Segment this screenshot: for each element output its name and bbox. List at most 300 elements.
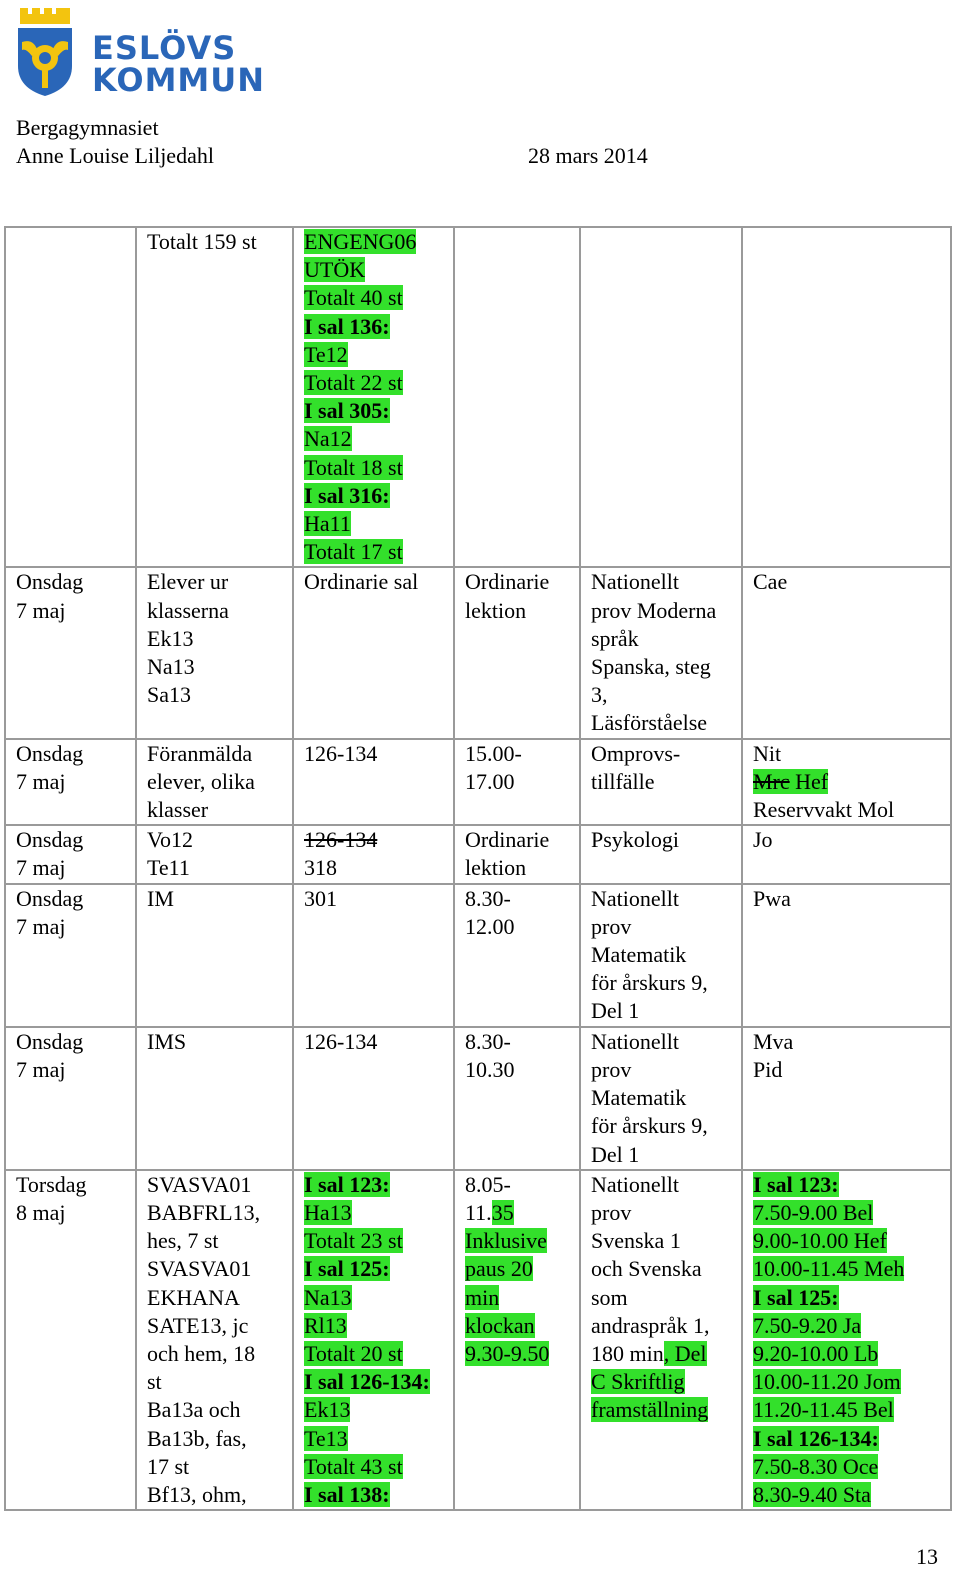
- cell-line: [147, 796, 292, 824]
- cell-line: [591, 653, 741, 681]
- cell-room: [293, 567, 454, 738]
- cell-text: Reservvakt Mol: [753, 797, 895, 823]
- schedule-row: [5, 739, 951, 826]
- cell-text: 126-134: [304, 740, 378, 766]
- cell-class: [136, 567, 293, 738]
- cell-line: [465, 913, 579, 941]
- cell-line: [591, 1056, 741, 1084]
- highlighted-text: Totalt 40 st: [304, 285, 403, 311]
- cell-room: [293, 739, 454, 826]
- cell-room: [293, 884, 454, 1027]
- cell-invigilator: [742, 825, 951, 883]
- highlighted-text: , Del: [663, 1340, 707, 1366]
- highlighted-text: I sal 138:: [304, 1481, 390, 1507]
- cell-room: [293, 1027, 454, 1170]
- cell-text: 7 maj: [16, 1056, 66, 1082]
- cell-text: Jo: [753, 827, 773, 853]
- cell-text: SVASVA01: [147, 1256, 252, 1282]
- school-name: Bergagymnasiet: [16, 115, 159, 140]
- cell-text: Ek13: [147, 625, 194, 651]
- cell-line: [147, 568, 292, 596]
- cell-line: [304, 284, 453, 312]
- highlighted-text: UTÖK: [304, 257, 366, 283]
- cell-line: [591, 625, 741, 653]
- cell-text: Ordinarie sal: [304, 569, 419, 595]
- cell-text: Sa13: [147, 682, 191, 708]
- cell-text: språk: [591, 625, 639, 651]
- cell-text: Del 1: [591, 1141, 640, 1167]
- cell-class: [136, 825, 293, 883]
- highlighted-text: I sal 305:: [304, 398, 390, 424]
- highlighted-text: Na12: [304, 426, 352, 452]
- exam-schedule-table: [4, 226, 952, 1511]
- cell-line: [591, 1255, 741, 1283]
- highlighted-text: Totalt 23 st: [304, 1228, 403, 1254]
- highlighted-text: Rl13: [304, 1312, 347, 1338]
- cell-line: [147, 1340, 292, 1368]
- cell-line: [147, 1199, 292, 1227]
- cell-text: 17 st: [147, 1453, 190, 1479]
- cell-line: [591, 740, 741, 768]
- cell-line: [753, 1028, 950, 1056]
- cell-text: hes, 7 st: [147, 1228, 219, 1254]
- cell-text: prov: [591, 913, 632, 939]
- cell-class: [136, 739, 293, 826]
- highlighted-text: C Skriftlig: [591, 1369, 685, 1395]
- cell-line: [304, 1171, 453, 1199]
- cell-class: [136, 1170, 293, 1510]
- cell-line: [147, 768, 292, 796]
- cell-text: Nationellt: [591, 885, 679, 911]
- highlighted-text: 9.30-9.50: [465, 1340, 550, 1366]
- cell-line: [304, 740, 453, 768]
- cell-text: prov: [591, 1056, 632, 1082]
- highlighted-text: 35: [491, 1199, 514, 1225]
- cell-text: för årskurs 9,: [591, 970, 708, 996]
- highlighted-text: Totalt 20 st: [304, 1340, 403, 1366]
- cell-class: [136, 227, 293, 567]
- cell-line: [147, 681, 292, 709]
- highlighted-text: Ha13: [304, 1199, 352, 1225]
- cell-line: [304, 341, 453, 369]
- cell-line: [304, 228, 453, 256]
- cell-line: [465, 597, 579, 625]
- cell-text: 301: [304, 885, 337, 911]
- cell-line: [753, 1368, 950, 1396]
- cell-line: [753, 768, 950, 796]
- cell-invigilator: [742, 1027, 951, 1170]
- logo-text-line-2: KOMMUN: [92, 61, 266, 99]
- cell-line: [591, 1028, 741, 1056]
- cell-text: BABFRL13,: [147, 1199, 261, 1225]
- cell-line: [753, 1340, 950, 1368]
- cell-subject: [580, 1170, 742, 1510]
- cell-line: [147, 1453, 292, 1481]
- cell-line: [591, 1340, 741, 1368]
- highlighted-text: klockan: [465, 1312, 535, 1338]
- cell-line: [465, 768, 579, 796]
- author-name: Anne Louise Liljedahl: [16, 143, 214, 168]
- cell-line: [591, 1284, 741, 1312]
- cell-line: [147, 1425, 292, 1453]
- cell-line: [147, 885, 292, 913]
- coat-of-arms-icon: [14, 8, 76, 98]
- cell-line: [304, 369, 453, 397]
- cell-text: Bf13, ohm,: [147, 1481, 247, 1507]
- cell-text: andraspråk 1,: [591, 1312, 710, 1338]
- cell-line: [591, 885, 741, 913]
- highlighted-text: I sal 126-134:: [753, 1425, 879, 1451]
- cell-class: [136, 884, 293, 1027]
- cell-line: [465, 1199, 579, 1227]
- cell-line: [591, 913, 741, 941]
- document-date: 28 mars 2014: [528, 143, 648, 168]
- cell-text: Spanska, steg: [591, 654, 711, 680]
- cell-text: 7 maj: [16, 768, 66, 794]
- highlighted-text: 7.50-9.00 Bel: [753, 1199, 874, 1225]
- cell-line: [304, 1227, 453, 1255]
- cell-line: [16, 885, 135, 913]
- cell-line: [304, 397, 453, 425]
- highlighted-text: Totalt 17 st: [304, 539, 403, 565]
- cell-line: [753, 1227, 950, 1255]
- cell-text: Ordinarie: [465, 827, 550, 853]
- cell-text: Nationellt: [591, 1171, 679, 1197]
- cell-text: Te11: [147, 855, 190, 881]
- page-number: 13: [916, 1544, 938, 1569]
- cell-line: [591, 709, 741, 737]
- schedule-row: [5, 884, 951, 1027]
- cell-line: [16, 768, 135, 796]
- highlighted-text: Te12: [304, 341, 348, 367]
- highlighted-text: 9.00-10.00 Hef: [753, 1228, 887, 1254]
- highlighted-text: I sal 125:: [304, 1256, 390, 1282]
- cell-text: och hem, 18: [147, 1340, 256, 1366]
- cell-text: Onsdag: [16, 827, 84, 853]
- struck-text: Mrc: [753, 768, 790, 794]
- cell-day: [5, 227, 136, 567]
- cell-time: [454, 825, 580, 883]
- cell-text: IMS: [147, 1028, 187, 1054]
- cell-room: [293, 1170, 454, 1510]
- cell-line: [16, 568, 135, 596]
- cell-text: Ba13b, fas,: [147, 1425, 247, 1451]
- cell-text: Omprovs-: [591, 740, 681, 766]
- cell-line: [16, 913, 135, 941]
- cell-line: [465, 826, 579, 854]
- cell-line: [465, 854, 579, 882]
- cell-text: Na13: [147, 654, 195, 680]
- cell-line: [304, 425, 453, 453]
- eslov-logo: [14, 8, 266, 103]
- cell-text: Cae: [753, 569, 788, 595]
- cell-text: Psykologi: [591, 827, 680, 853]
- cell-line: [304, 1481, 453, 1509]
- cell-text: Föranmälda: [147, 740, 253, 766]
- cell-text: 3,: [591, 682, 608, 708]
- cell-line: [16, 1199, 135, 1227]
- highlighted-text: I sal 136:: [304, 313, 390, 339]
- cell-line: [304, 1255, 453, 1283]
- cell-line: [304, 256, 453, 284]
- highlighted-text: Hef: [789, 768, 829, 794]
- cell-subject: [580, 825, 742, 883]
- cell-day: [5, 884, 136, 1027]
- cell-line: [591, 568, 741, 596]
- cell-line: [304, 1028, 453, 1056]
- cell-line: [147, 826, 292, 854]
- cell-subject: [580, 567, 742, 738]
- cell-text: Ba13a och: [147, 1397, 241, 1423]
- cell-text: prov Moderna: [591, 597, 717, 623]
- cell-line: [304, 454, 453, 482]
- schedule-row: [5, 1027, 951, 1170]
- cell-line: [147, 1255, 292, 1283]
- cell-line: [465, 885, 579, 913]
- cell-line: [591, 1199, 741, 1227]
- cell-line: [465, 1284, 579, 1312]
- cell-line: [465, 1312, 579, 1340]
- cell-text: SATE13, jc: [147, 1312, 249, 1338]
- cell-text: elever, olika: [147, 768, 255, 794]
- highlighted-text: I sal 126-134:: [304, 1369, 430, 1395]
- cell-line: [465, 1056, 579, 1084]
- cell-line: [591, 768, 741, 796]
- cell-day: [5, 1027, 136, 1170]
- cell-line: [753, 1453, 950, 1481]
- cell-line: [591, 1171, 741, 1199]
- cell-line: [147, 1396, 292, 1424]
- cell-text: Matematik: [591, 1085, 687, 1111]
- cell-text: Läsförståelse: [591, 710, 708, 736]
- cell-line: [147, 228, 292, 256]
- cell-line: [591, 597, 741, 625]
- cell-text: 15.00-: [465, 740, 522, 766]
- cell-text: Vo12: [147, 827, 194, 853]
- cell-line: [16, 1171, 135, 1199]
- cell-text: 126-134: [304, 1028, 378, 1054]
- cell-line: [591, 1084, 741, 1112]
- schedule-row: [5, 1170, 951, 1510]
- highlighted-text: I sal 316:: [304, 482, 390, 508]
- cell-day: [5, 825, 136, 883]
- cell-line: [304, 1312, 453, 1340]
- cell-line: [16, 740, 135, 768]
- cell-line: [304, 885, 453, 913]
- cell-text: 180 min: [591, 1340, 664, 1366]
- cell-time: [454, 1170, 580, 1510]
- cell-text: 7 maj: [16, 597, 66, 623]
- schedule-row: [5, 825, 951, 883]
- cell-subject: [580, 884, 742, 1027]
- cell-line: [16, 597, 135, 625]
- highlighted-text: Inklusive: [465, 1228, 547, 1254]
- highlighted-text: Ha11: [304, 511, 351, 537]
- cell-line: [753, 568, 950, 596]
- cell-line: [753, 1312, 950, 1340]
- cell-text: Del 1: [591, 998, 640, 1024]
- highlighted-text: min: [465, 1284, 500, 1310]
- highlighted-text: Na13: [304, 1284, 352, 1310]
- cell-text: Nit: [753, 740, 782, 766]
- cell-text: tillfälle: [591, 768, 655, 794]
- cell-line: [465, 740, 579, 768]
- highlighted-text: framställning: [591, 1397, 709, 1423]
- cell-text: 8.30-: [465, 885, 511, 911]
- highlighted-text: 8.30-9.40 Sta: [753, 1481, 871, 1507]
- cell-line: [591, 1312, 741, 1340]
- cell-text: 11.: [465, 1199, 492, 1225]
- cell-line: [753, 1481, 950, 1509]
- cell-line: [753, 1396, 950, 1424]
- cell-line: [591, 941, 741, 969]
- highlighted-text: 7.50-9.20 Ja: [753, 1312, 862, 1338]
- cell-line: [147, 1028, 292, 1056]
- cell-text: för årskurs 9,: [591, 1113, 708, 1139]
- cell-line: [147, 1227, 292, 1255]
- cell-text: prov: [591, 1199, 632, 1225]
- cell-invigilator: [742, 227, 951, 567]
- cell-line: [147, 740, 292, 768]
- cell-text: 8.05-: [465, 1171, 511, 1197]
- schedule-row: [5, 567, 951, 738]
- cell-line: [16, 854, 135, 882]
- cell-line: [753, 1425, 950, 1453]
- cell-line: [147, 1284, 292, 1312]
- cell-time: [454, 227, 580, 567]
- highlighted-text: Ek13: [304, 1397, 351, 1423]
- cell-line: [304, 1199, 453, 1227]
- cell-text: Onsdag: [16, 569, 84, 595]
- cell-line: [304, 1284, 453, 1312]
- highlighted-text: I sal 123:: [304, 1171, 390, 1197]
- cell-text: 12.00: [465, 913, 515, 939]
- cell-line: [591, 1227, 741, 1255]
- cell-room: [293, 825, 454, 883]
- cell-line: [591, 969, 741, 997]
- cell-line: [147, 1481, 292, 1509]
- cell-text: Nationellt: [591, 1028, 679, 1054]
- cell-line: [147, 1368, 292, 1396]
- highlighted-text: Totalt 18 st: [304, 454, 403, 480]
- cell-text: Torsdag: [16, 1171, 87, 1197]
- cell-text: Onsdag: [16, 740, 84, 766]
- cell-text: och Svenska: [591, 1256, 702, 1282]
- cell-text: EKHANA: [147, 1284, 240, 1310]
- cell-line: [304, 510, 453, 538]
- cell-line: [16, 1028, 135, 1056]
- cell-text: Totalt 159 st: [147, 229, 257, 254]
- cell-line: [304, 482, 453, 510]
- cell-text: 7 maj: [16, 855, 66, 881]
- cell-text: klasser: [147, 797, 209, 823]
- cell-line: [304, 313, 453, 341]
- cell-text: Nationellt: [591, 569, 679, 595]
- cell-text: 8.30-: [465, 1028, 511, 1054]
- highlighted-text: Totalt 43 st: [304, 1453, 403, 1479]
- highlighted-text: paus 20: [465, 1256, 533, 1282]
- cell-line: [753, 1284, 950, 1312]
- cell-invigilator: [742, 884, 951, 1027]
- cell-text: IM: [147, 885, 174, 911]
- cell-line: [304, 538, 453, 566]
- cell-line: [147, 1171, 292, 1199]
- cell-line: [465, 1227, 579, 1255]
- cell-line: [147, 597, 292, 625]
- cell-text: Elever ur: [147, 569, 229, 595]
- cell-text: Onsdag: [16, 1028, 84, 1054]
- cell-day: [5, 739, 136, 826]
- cell-day: [5, 567, 136, 738]
- cell-text: Pwa: [753, 885, 791, 911]
- cell-text: Pid: [753, 1056, 783, 1082]
- cell-line: [304, 1396, 453, 1424]
- cell-line: [304, 1340, 453, 1368]
- cell-text: 10.30: [465, 1056, 515, 1082]
- cell-line: [147, 1312, 292, 1340]
- cell-text: klasserna: [147, 597, 229, 623]
- logo-text-line-1: ESLÖVS: [92, 29, 237, 67]
- cell-line: [753, 1255, 950, 1283]
- logo-wordmark: [92, 29, 266, 99]
- cell-time: [454, 739, 580, 826]
- cell-line: [147, 653, 292, 681]
- cell-text: 17.00: [465, 768, 515, 794]
- cell-line: [753, 1056, 950, 1084]
- cell-line: [304, 1368, 453, 1396]
- struck-text: 126-134: [304, 827, 378, 853]
- highlighted-text: I sal 123:: [753, 1171, 839, 1197]
- cell-text: lektion: [465, 597, 527, 623]
- cell-line: [16, 826, 135, 854]
- cell-line: [304, 1453, 453, 1481]
- cell-line: [304, 568, 453, 596]
- highlighted-text: Totalt 22 st: [304, 370, 403, 396]
- cell-time: [454, 1027, 580, 1170]
- cell-line: [753, 1171, 950, 1199]
- cell-time: [454, 884, 580, 1027]
- cell-text: Onsdag: [16, 885, 84, 911]
- cell-subject: [580, 1027, 742, 1170]
- highlighted-text: 7.50-8.30 Oce: [753, 1453, 879, 1479]
- cell-invigilator: [742, 1170, 951, 1510]
- cell-line: [591, 826, 741, 854]
- cell-text: Matematik: [591, 942, 687, 968]
- cell-line: [465, 1171, 579, 1199]
- cell-text: 7 maj: [16, 913, 66, 939]
- cell-text: lektion: [465, 855, 527, 881]
- cell-line: [147, 625, 292, 653]
- cell-subject: [580, 739, 742, 826]
- cell-line: [753, 796, 950, 824]
- cell-subject: [580, 227, 742, 567]
- cell-line: [591, 1368, 741, 1396]
- cell-line: [465, 1340, 579, 1368]
- cell-invigilator: [742, 567, 951, 738]
- cell-text: Mva: [753, 1028, 794, 1054]
- cell-line: [304, 826, 453, 854]
- cell-line: [591, 997, 741, 1025]
- cell-text: st: [147, 1369, 162, 1395]
- cell-line: [591, 1396, 741, 1424]
- cell-text: Svenska 1: [591, 1228, 681, 1254]
- highlighted-text: 11.20-11.45 Bel: [753, 1397, 894, 1423]
- highlighted-text: ENGENG06: [304, 229, 417, 254]
- highlighted-text: Te13: [304, 1425, 348, 1451]
- cell-line: [465, 568, 579, 596]
- cell-line: [16, 1056, 135, 1084]
- schedule-row: [5, 227, 951, 567]
